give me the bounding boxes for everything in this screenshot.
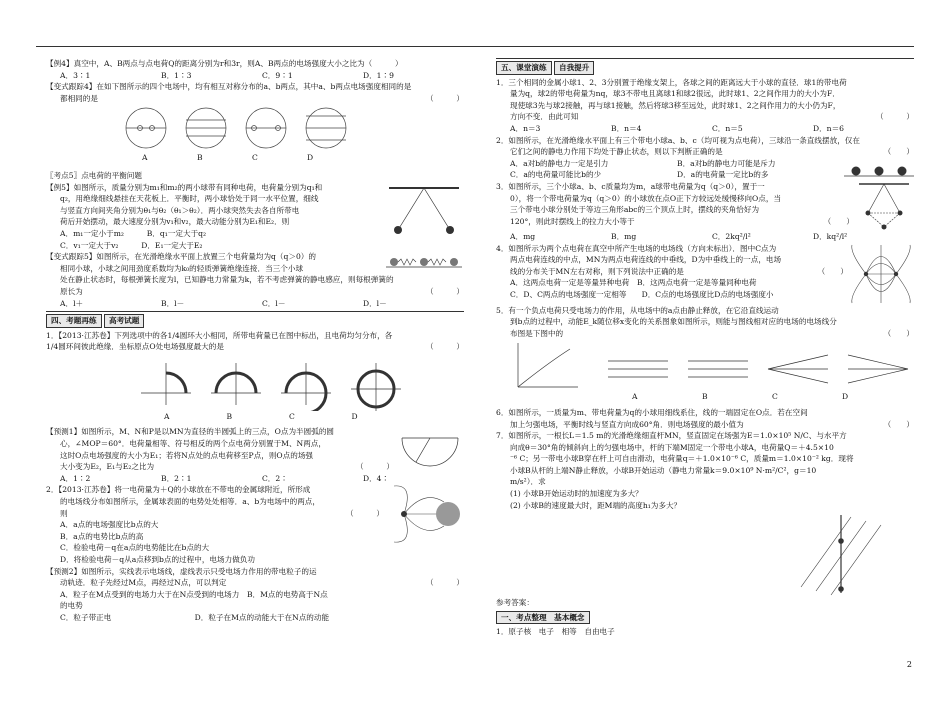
question-5-labels: A B C D [632, 392, 849, 402]
example-5: 【例5】如图所示，质量分别为m₁和m₂的两小球带有同种电荷，电荷量分别为q₁和 [46, 182, 323, 192]
section-5-heading: 五、课堂演练 自我提升 [496, 58, 914, 77]
question-7-figure [496, 511, 914, 597]
header-rule [36, 46, 914, 47]
variant-4-cont: 都相同的是 （ ） [60, 93, 464, 103]
gaokao-1-labels: A B C D [164, 411, 358, 421]
question-7: 7．如图所示，一根长L＝1.5 m的光滑绝缘细直杆MN，竖直固定在场强为E＝1.0×10⁵ N/C、与水平方 [496, 431, 847, 441]
question-3-figure [854, 181, 914, 231]
question-1: 1．三个相同的金属小球1、2、3分别置于绝缘支架上，各球之间的距离远大于小球的直径．球1的带电荷 [496, 77, 847, 87]
example-5-figure [384, 182, 464, 242]
answer-section: 一、考点整理 基本概念 [496, 609, 914, 627]
question-2: 2．如图所示，在光滑绝缘水平面上有三个带电小球a、b、c（均可视为点电荷），三球沿一条直线摆放，仅在 [496, 135, 860, 145]
gaokao-2-figure [384, 484, 464, 544]
prediction-2: 【预测2】如图所示，实线表示电场线，虚线表示只受电场力作用的带电粒子的运 [46, 566, 317, 576]
question-5: 5．有一个负点电荷只受电场力的作用，从电场中的a点由静止释放，在它沿直线运动 [496, 305, 779, 315]
question-2-figure [844, 158, 914, 180]
question-5-figures [496, 339, 914, 391]
variant-5-figure [384, 251, 464, 273]
question-3: 3．如图所示，三个小球a、b、c质量均为m，a球带电荷量为q（q＞0），置于一 [496, 181, 765, 191]
left-column: 【例4】真空中，A、B两点与点电荷Q的距离分别为r和3r，则A、B两点的电场强度大小之比为（ ） A．3∶1 B．1∶3 C．9∶1 D．1∶9 【变式跟踪4】在如下图所示的四个电场中，均有相互对称分布的a、b两点，其中a、b两点电场强度相同的是 都相同的是 （ ） A B C D 〖考点5〗点电荷的平衡问题 【例5】如图所示，质量分别为m₁和m₂的两小球带有同种电荷，电荷量分别为q₁和 q₂，用绝缘细线悬挂在天花板上．平衡时，两小球恰处于同一水平位置，细线 与竖直方向间夹角分别为θ₁与θ₂（θ₁＞θ₂）．两小球突然失去各自所带电 荷后开始摆动，最大速度分别为v₁和v₂，最大动能分别为E₁和E₂．则 A．m₁一定小于m₂ B．q₁一定大于q₂ C．v₁一定大于v₂ D．E₁一定大于E₂ 【变式跟踪5】如图所示，在光滑绝缘水平面上放置三个电荷量均为q（q＞0）的 相同小球，小球之间用劲度系数均为k₀的轻质弹簧绝缘连接．当三个小球 处在静止状态时，每根弹簧长度为l，已知静电力常量为k，若不考虑弹簧的静电感应，则每根弹簧的 原长为 （ ） A．l＋ B．l－ C．l－ D．l－ 四、考题再练 高考试题 1．【2013·江苏卷】下列选项中的各1/4圆环大小相同，所带电荷量已在图中标出，且电荷均匀分布，各 1/4圆环间彼此绝缘．坐标原点O处电场强度最大的是 （ ） A B C D 【预测1】如图所示，M、N和P是以MN为直径的半圆弧上的三点，O点为半圆弧的圆 心，∠MOP＝60°．电荷量相等、符号相反的两个点电荷分别置于M、N两点， 这时O点电场强度的大小为E₁；若将N点处的点电荷移至P点，则O点的场强 大小变为E₂，E₁与E₂之比为 （ ） A．1∶2 B．2∶1 C．2∶ D．4∶ 2．【2013·江苏卷】将一电荷量为＋Q的小球放在不带电的金属球附近，所形成 的电场线分布如图所示，金属球表面的电势处处相等．a、b为电场中的两点， 则 （ ） A．a点的电场强度比b点的大 B．a点的电势比b点的高 C．检验电荷－q在a点的电势能比在b点的大 D．将检验电荷－q从a点移到b点的过程中，电场力做负功 【预测2】如图所示，实线表示电场线，虚线表示只受电场力作用的带电粒子的运 动轨迹．粒子先经过M点，再经过N点，可以判定 （ ） A．粒子在M点受到的电场力大于在N点受到的电场力 B．M点的电势高于N点 的电势 C．粒子带正电 D．粒子在M点的动能大于在N点的动能 [46, 59, 464, 622]
variant-4-figure-labels: A B C D [142, 153, 314, 163]
question-4: 4．如图所示为两个点电荷在真空中所产生电场的电场线（方向未标出）．图中C点为 [496, 243, 777, 253]
prediction-1-options: A．1∶2 B．2∶1 C．2∶ D．4∶ [60, 473, 390, 483]
variant-5-options: A．l＋ B．l－ C．l－ D．l－ [60, 298, 387, 308]
answer-1: 1．原子核 电子 相等 自由电子 [496, 627, 615, 637]
gaokao-2: 2．【2013·江苏卷】将一电荷量为＋Q的小球放在不带电的金属球附近，所形成 [46, 485, 311, 495]
question-1-options: A．n＝3 B．n＝4 C．n＝5 D．n＝6 [510, 123, 844, 133]
example-4: 【例4】真空中，A、B两点与点电荷Q的距离分别为r和3r，则A、B两点的电场强度大小之比为（ ） [46, 59, 403, 68]
question-6: 6．如图所示，一质量为m、带电荷量为q的小球用细线系住，线的一端固定在O点．若在空间 [496, 407, 808, 417]
variant-4: 【变式跟踪4】在如下图所示的四个电场中，均有相互对称分布的a、b两点，其中a、b两点电场强度相同的是 [46, 82, 412, 92]
gaokao-1-figures [46, 353, 464, 411]
page-number: 2 [906, 660, 912, 669]
topic-5-heading: 〖考点5〗点电荷的平衡问题 [46, 170, 142, 180]
question-3-options: A．mg B．mg C．2kq²/l² D．kq²/l² [510, 231, 848, 241]
question-4-figure [848, 243, 914, 305]
variant-5: 【变式跟踪5】如图所示，在光滑绝缘水平面上放置三个电荷量均为q（q＞0）的 [46, 252, 316, 262]
answer-title: 参考答案： [496, 598, 534, 608]
prediction-1-figure [394, 426, 464, 470]
variant-4-figures [46, 104, 464, 152]
gaokao-1: 1．【2013·江苏卷】下列选项中的各1/4圆环大小相同，所带电荷量已在图中标出，且电荷均匀分布，各 [46, 330, 393, 340]
right-column: 五、课堂演练 自我提升 1．三个相同的金属小球1、2、3分别置于绝缘支架上，各球之间的距离远大于小球的直径．球1的带电荷 量为q，球2的带电荷量为nq，球3不带电且离球1和球2很远，此时球1、2之间作用力的大小为F． 现使球3先与球2接触，再与球1接触，然后将球3移至远处，此时球1、2之间作用力的大小仍为F， 方向不变．由此可知 （ ） A．n＝3 B．n＝4 C．n＝5 D．n＝6 2．如图所示，在光滑绝缘水平面上有三个带电小球a、b、c（均可视为点电荷），三球沿一条直线摆放，仅在 它们之间的静电力作用下均处于静止状态，则以下判断正确的是 （ ） A．a对b的静电力一定是引力 B．a对b的静电力可能是斥力 C．a的电荷量可能比b的少 D．a的电荷量一定比b的多 3．如图所示，三个小球a、b、c质量均为m，a球带电荷量为q（q＞0），置于一 0），将一个带电荷量为q（q＞0）的小球放在点O正下方较远处缓慢移向O点，当 三个带电小球分别处于等边三角形abc的三个顶点上时，摆线的夹角恰好为 120°，则此时摆线上的拉力大小等于 （ ） A．mg B．mg C．2kq²/l² D．kq²/l² 4．如图所示为两个点电荷在真空中所产生电场的电场线（方向未标出）．图中C点为 两点电荷连线的中点，MN为两点电荷连线的中垂线，D为中垂线上的一点，电场 线的分布关于MN左右对称，则下列说法中正确的是 （ ） A．这两点电荷一定是等量异种电荷 B．这两点电荷一定是等量同种电荷 C．D、C两点的电场强度一定相等 D．C点的电场强度比D点的电场强度小 5．有一个负点电荷只受电场力的作用，从电场中的a点由静止释放，在它沿直线运动 到b点的过程中，动能E_k随位移x变化的关系图象如图所示，则能与图线相对应的电场的电场线分 布图是下图中的 （ ） A B C D 6．如图所示，一质量为m、带电荷量为q的小球用细线系住，线的一端固定在O点．若在空间 加上匀强电场，平衡时线与竖直方向成60°角．则电场强度的最小值为 （ ） 7．如图所示，一根长L＝1.5 m的光滑绝缘细直杆MN，竖直固定在场强为E＝1.0×10⁵ N/C、与水平方 向成θ＝30°角的倾斜向上的匀强电场中，杆的下端M固定一个带电小球A，电荷量Q＝＋4.5×10 ⁻⁶ C；另一带电小球B穿在杆上可自由滑动，电荷量q＝＋1.0×10⁻⁶ C，质量m＝1.0×10⁻² kg．现将 小球B从杆的上端N静止释放，小球B开始运动（静电力常量k＝9.0×10⁹ N·m²/C²，g＝10 m/s²）．求 (1) 小球B开始运动时的加速度为多大？ (2) 小球B的速度最大时，距M端的高度h₁为多大？ 参考答案： 一、考点整理 基本概念 1．原子核 电子 相等 自由电子 [496, 58, 914, 638]
example-4-options: A．3∶1 B．1∶3 C．9∶1 D．1∶9 [60, 70, 394, 80]
prediction-1: 【预测1】如图所示，M、N和P是以MN为直径的半圆弧上的三点，O点为半圆弧的圆 [46, 427, 335, 437]
section-4-heading: 四、考题再练 高考试题 [46, 312, 464, 330]
